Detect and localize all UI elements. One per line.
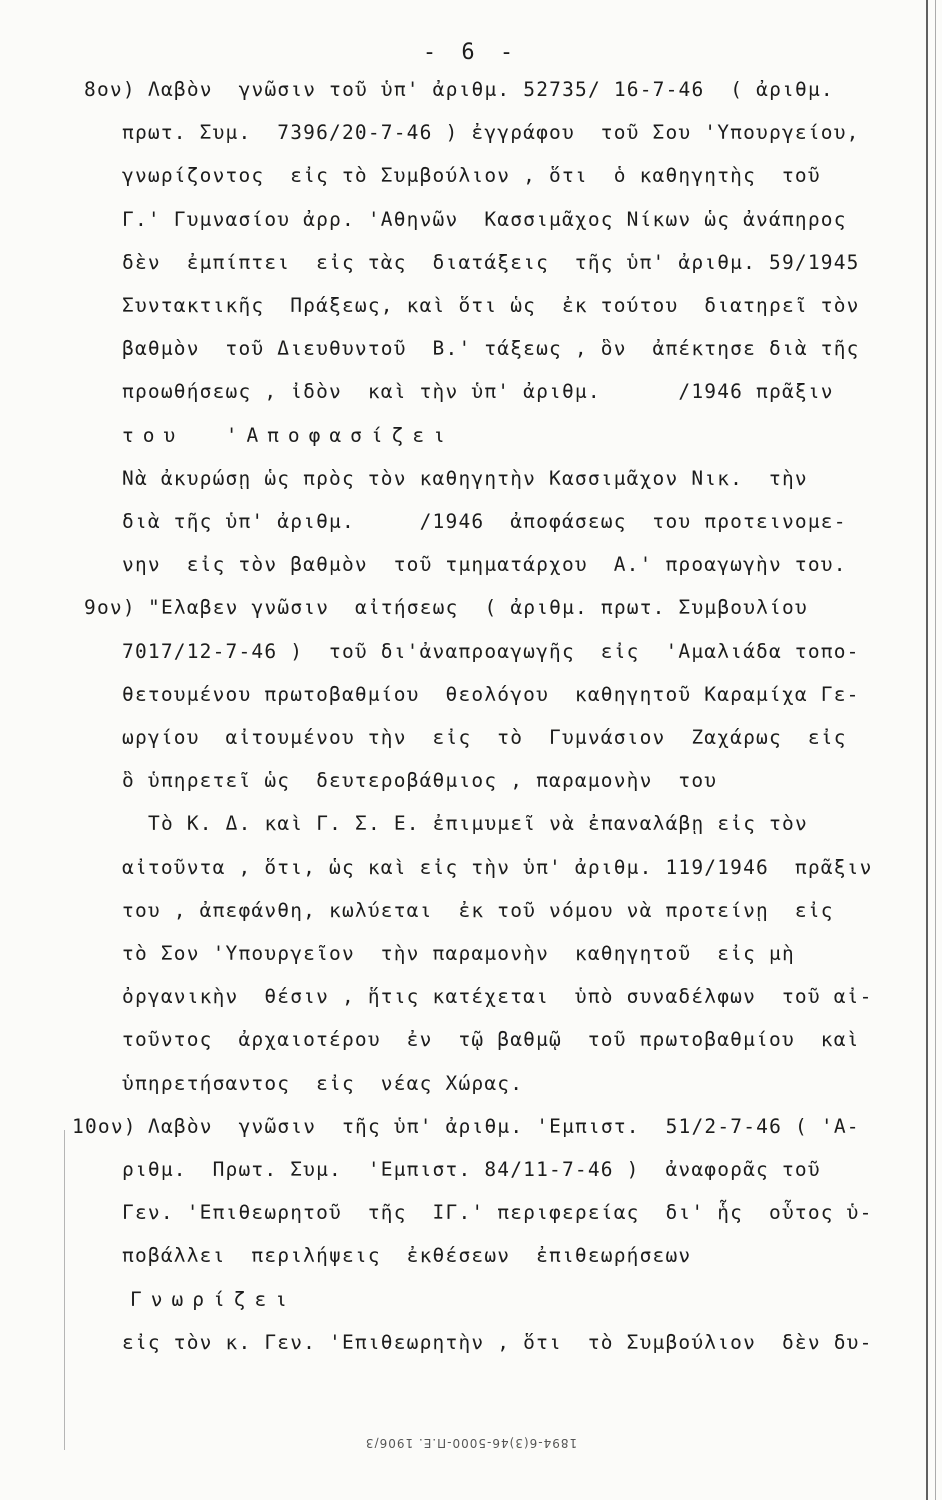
typed-line: πρωτ. Συμ. 7396/20-7-46 ) ἐγγράφου τοῦ Σου 'Υπουργείου,: [122, 121, 860, 145]
binding-stamp: [2, 1170, 24, 1470]
typed-line: Γ.' Γυμνασίου ἀρρ. 'Αθηνῶν Κασσιμᾶχος Νίκων ὡς ἀνάπηρος: [122, 207, 847, 231]
typed-line: του , ἀπεφάνθη, κωλύεται ἐκ τοῦ νόμου νὰ προτείνῃ εἰς: [122, 898, 834, 922]
printer-footer: 1894-6(3)46-5000-Π.Ε. 1906/3: [364, 1436, 578, 1450]
section-number: 9ον): [84, 596, 136, 620]
section-number: 10ον): [72, 1114, 137, 1138]
typed-line: διὰ τῆς ὑπ' ἀριθμ. /1946 ἀποφάσεως του προτεινομε-: [122, 510, 847, 533]
typed-line: Γνωρίζει: [130, 1287, 296, 1311]
typed-line: νην εἰς τὸν βαθμὸν τοῦ τμηματάρχου Α.' προαγωγὴν του.: [122, 553, 847, 577]
typed-line: Συντακτικῆς Πράξεως, καὶ ὅτι ὡς ἐκ τούτου διατηρεῖ τὸν: [122, 294, 860, 317]
typed-line: Λαβὸν γνῶσιν τοῦ ὑπ' ἀριθμ. 52735/ 16-7-46 ( ἀριθμ.: [148, 78, 834, 101]
typed-line: Λαβὸν γνῶσιν τῆς ὑπ' ἀριθμ. 'Εμπιστ. 51/2-7-46 ( 'Α-: [148, 1114, 860, 1138]
typed-line: "Ελαβεν γνῶσιν αἰτήσεως ( ἀριθμ. πρωτ. Συμβουλίου: [148, 596, 808, 620]
typed-line: εἰς τὸν κ. Γεν. 'Επιθεωρητὴν , ὅτι τὸ Συμβούλιον δὲν δυ-: [122, 1330, 873, 1354]
typed-line: του 'Αποφασίζει: [122, 423, 454, 447]
typed-line: ριθμ. Πρωτ. Συμ. 'Εμπιστ. 84/11-7-46 ) ἀναφορᾶς τοῦ: [122, 1158, 821, 1181]
typed-line: ποβάλλει περιλήψεις ἐκθέσεων ἐπιθεωρήσεων: [122, 1244, 692, 1268]
page-edge-line: [935, 0, 936, 1500]
typed-line: αἰτοῦντα , ὅτι, ὡς καὶ εἰς τὴν ὑπ' ἀριθμ. 119/1946 πρᾶξιν: [122, 855, 873, 879]
typed-line: τὸ Σον 'Υπουργεῖον τὴν παραμονὴν καθηγητοῦ εἰς μὴ: [122, 942, 795, 965]
margin-rule: [64, 1130, 65, 1450]
typed-line: Νὰ ἀκυρώσῃ ὡς πρὸς τὸν καθηγητὴν Κασσιμᾶχον Νικ. τὴν: [122, 466, 808, 490]
section-number: 8ον): [84, 78, 136, 101]
page-edge-shadow: [926, 0, 928, 1500]
typed-line: Γεν. 'Επιθεωρητοῦ τῆς ΙΓ.' περιφερείας δι' ἧς οὗτος ὑ-: [122, 1201, 873, 1225]
typed-line: προωθήσεως , ἰδὸν καὶ τὴν ὑπ' ἀριθμ. /1946 πρᾶξιν: [122, 380, 834, 404]
typed-line: ωργίου αἰτουμένου τὴν εἰς τὸ Γυμνάσιον Ζαχάρως εἰς: [122, 726, 847, 749]
page-number: - 6 -: [422, 40, 520, 65]
typed-line: γνωρίζοντος εἰς τὸ Συμβούλιον , ὅτι ὁ καθηγητὴς τοῦ: [122, 164, 821, 188]
typed-line: 7017/12-7-46 ) τοῦ δι'ἀναπροαγωγῆς εἰς 'Αμαλιάδα τοπο-: [122, 639, 860, 663]
typed-line: ὑπηρετήσαντος εἰς νέας Χώρας.: [122, 1071, 524, 1095]
typed-line: βαθμὸν τοῦ Διευθυντοῦ Β.' τάξεως , ὃν ἀπέκτησε διὰ τῆς: [122, 337, 860, 361]
typed-line: θετουμένου πρωτοβαθμίου θεολόγου καθηγητοῦ Καραμίχα Γε-: [122, 682, 860, 706]
typed-line: Τὸ Κ. Δ. καὶ Γ. Σ. Ε. ἐπιμυμεῖ νὰ ἐπαναλάβῃ εἰς τὸν: [148, 812, 808, 836]
typed-line: τοῦντος ἀρχαιοτέρου ἐν τῷ βαθμῷ τοῦ πρωτοβαθμίου καὶ: [122, 1028, 860, 1052]
typed-line: ὃ ὑπηρετεῖ ὡς δευτεροβάθμιος , παραμονὴν του: [122, 769, 718, 793]
typed-line: δὲν ἐμπίπτει εἰς τὰς διατάξεις τῆς ὑπ' ἀριθμ. 59/1945: [122, 250, 860, 274]
typed-line: ὀργανικὴν θέσιν , ἥτις κατέχεται ὑπὸ συναδέλφων τοῦ αἰ-: [122, 985, 873, 1009]
